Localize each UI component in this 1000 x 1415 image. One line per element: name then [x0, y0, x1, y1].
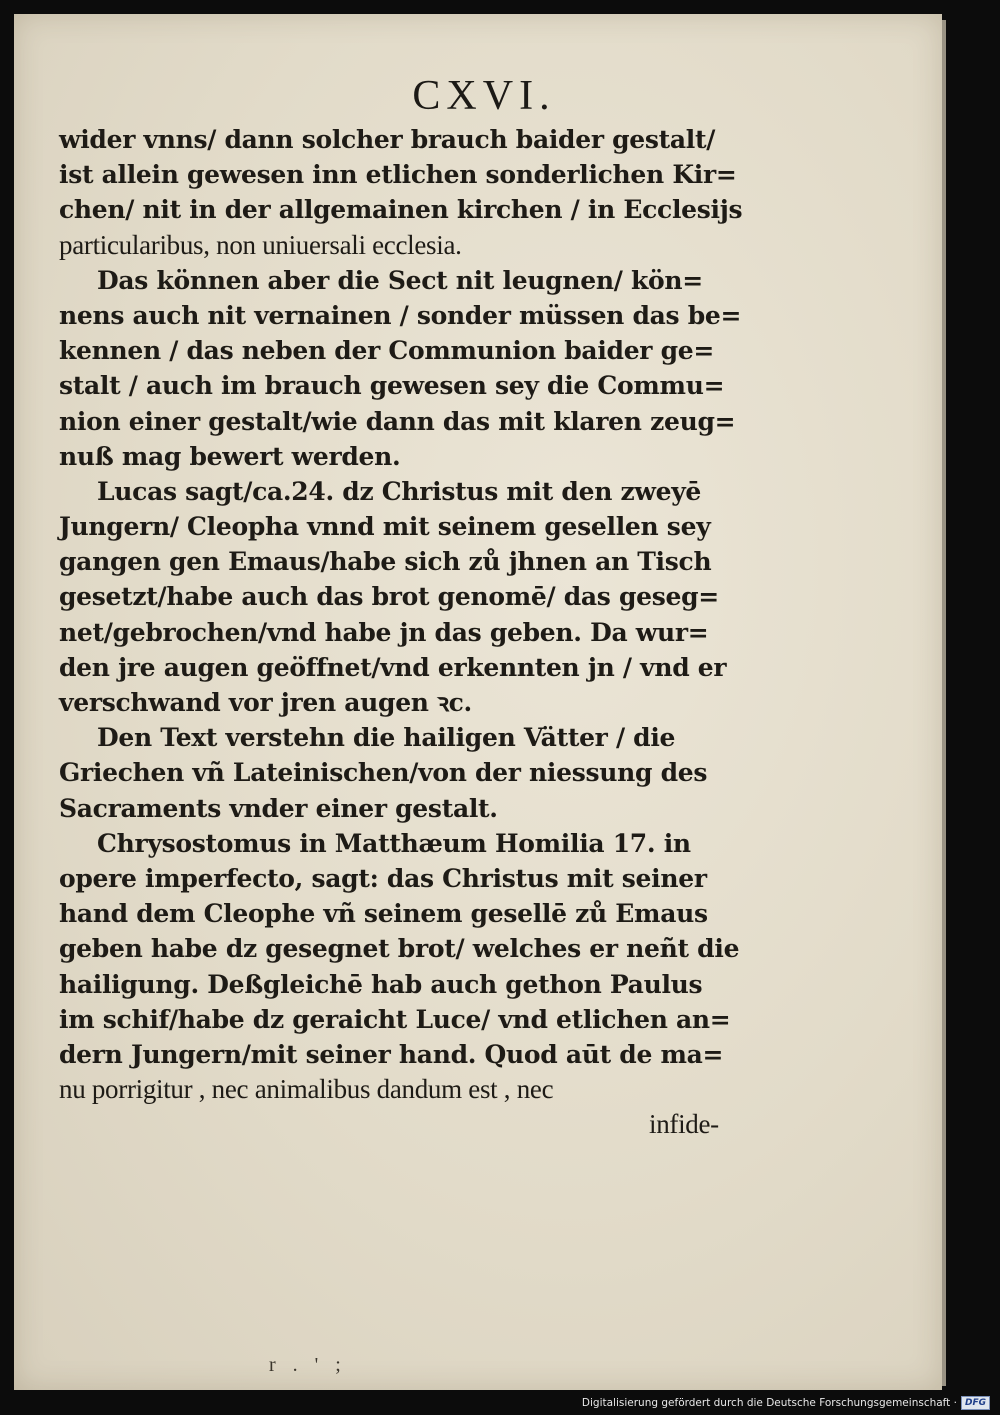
text-line: stalt / auch im brauch gewesen sey die Commu= [59, 371, 725, 401]
text-line: im schif/habe dz geraicht Luce/ vnd etlichen an= [59, 1004, 731, 1034]
text-line: den jre augen geöffnet/vnd erkennten jn / vnd er [59, 652, 727, 682]
text-line: dern Jungern/mit seiner hand. Quod aūt de ma= [59, 1039, 724, 1069]
footer-credit [582, 1394, 990, 1412]
text-line: kennen / das neben der Communion baider ge= [59, 336, 715, 366]
text-line: nens auch nit vernainen / sonder müssen das be= [59, 300, 742, 330]
text-line: hailigung. Deßgleichē hab auch gethon Paulus [59, 969, 703, 999]
text-line: nu porrigitur , nec animalibus dandum est , nec [59, 1074, 554, 1105]
text-block [59, 122, 759, 1142]
text-line: Das können aber die Sect nit leugnen/ kön= [97, 265, 703, 295]
text-line: Jungern/ Cleopha vnnd mit seinem gesellen sey [59, 512, 711, 542]
text-line: Sacraments vnder einer gestalt. [59, 793, 498, 823]
text-line: Griechen vñ Lateinischen/von der niessung des [59, 758, 708, 788]
text-line: wider vnns/ dann solcher brauch baider gestalt/ [59, 125, 716, 154]
dfg-logo-icon: DFG [961, 1396, 990, 1410]
text-line: geben habe dz gesegnet brot/ welches er neñt die [59, 934, 740, 964]
text-line: particularibus, non uniuersali ecclesia. [59, 229, 462, 260]
text-line: opere imperfecto, sagt: das Christus mit seiner [59, 863, 707, 893]
text-line: nuß mag bewert werden. [59, 441, 401, 471]
bottom-marks: r . ' ; [269, 1354, 347, 1376]
folio-number: CXVI. [412, 73, 556, 119]
text-line: net/gebrochen/vnd habe jn das geben. Da wur= [59, 617, 709, 647]
text-line: verschwand vor jren augen ꝛc. [59, 688, 472, 717]
text-line: chen/ nit in der allgemainen kirchen / in Ecclesijs [59, 195, 743, 225]
page-edge [942, 20, 946, 1386]
text-line: gangen gen Emaus/habe sich zů jhnen an Tisch [59, 547, 712, 577]
footer-text: Digitalisierung gefördert durch die Deutsche Forschungsgemeinschaft · [581, 1397, 957, 1409]
text-line: Lucas sagt/ca.24. dz Christus mit den zweyē [97, 476, 702, 506]
text-line: nion einer gestalt/wie dann das mit klaren zeug= [59, 406, 736, 436]
text-line: hand dem Cleophe vñ seinem gesellē zů Emaus [59, 899, 708, 929]
book-page [14, 14, 942, 1390]
text-line: gesetzt/habe auch das brot genomē/ das geseg= [59, 582, 719, 612]
text-line: Chrysostomus in Matthæum Homilia 17. in [97, 828, 691, 858]
text-line: ist allein gewesen inn etlichen sonderlichen Kir= [59, 160, 737, 190]
text-line: infide- [649, 1109, 719, 1140]
text-line: Den Text verstehn die hailigen Vätter / die [97, 723, 676, 753]
